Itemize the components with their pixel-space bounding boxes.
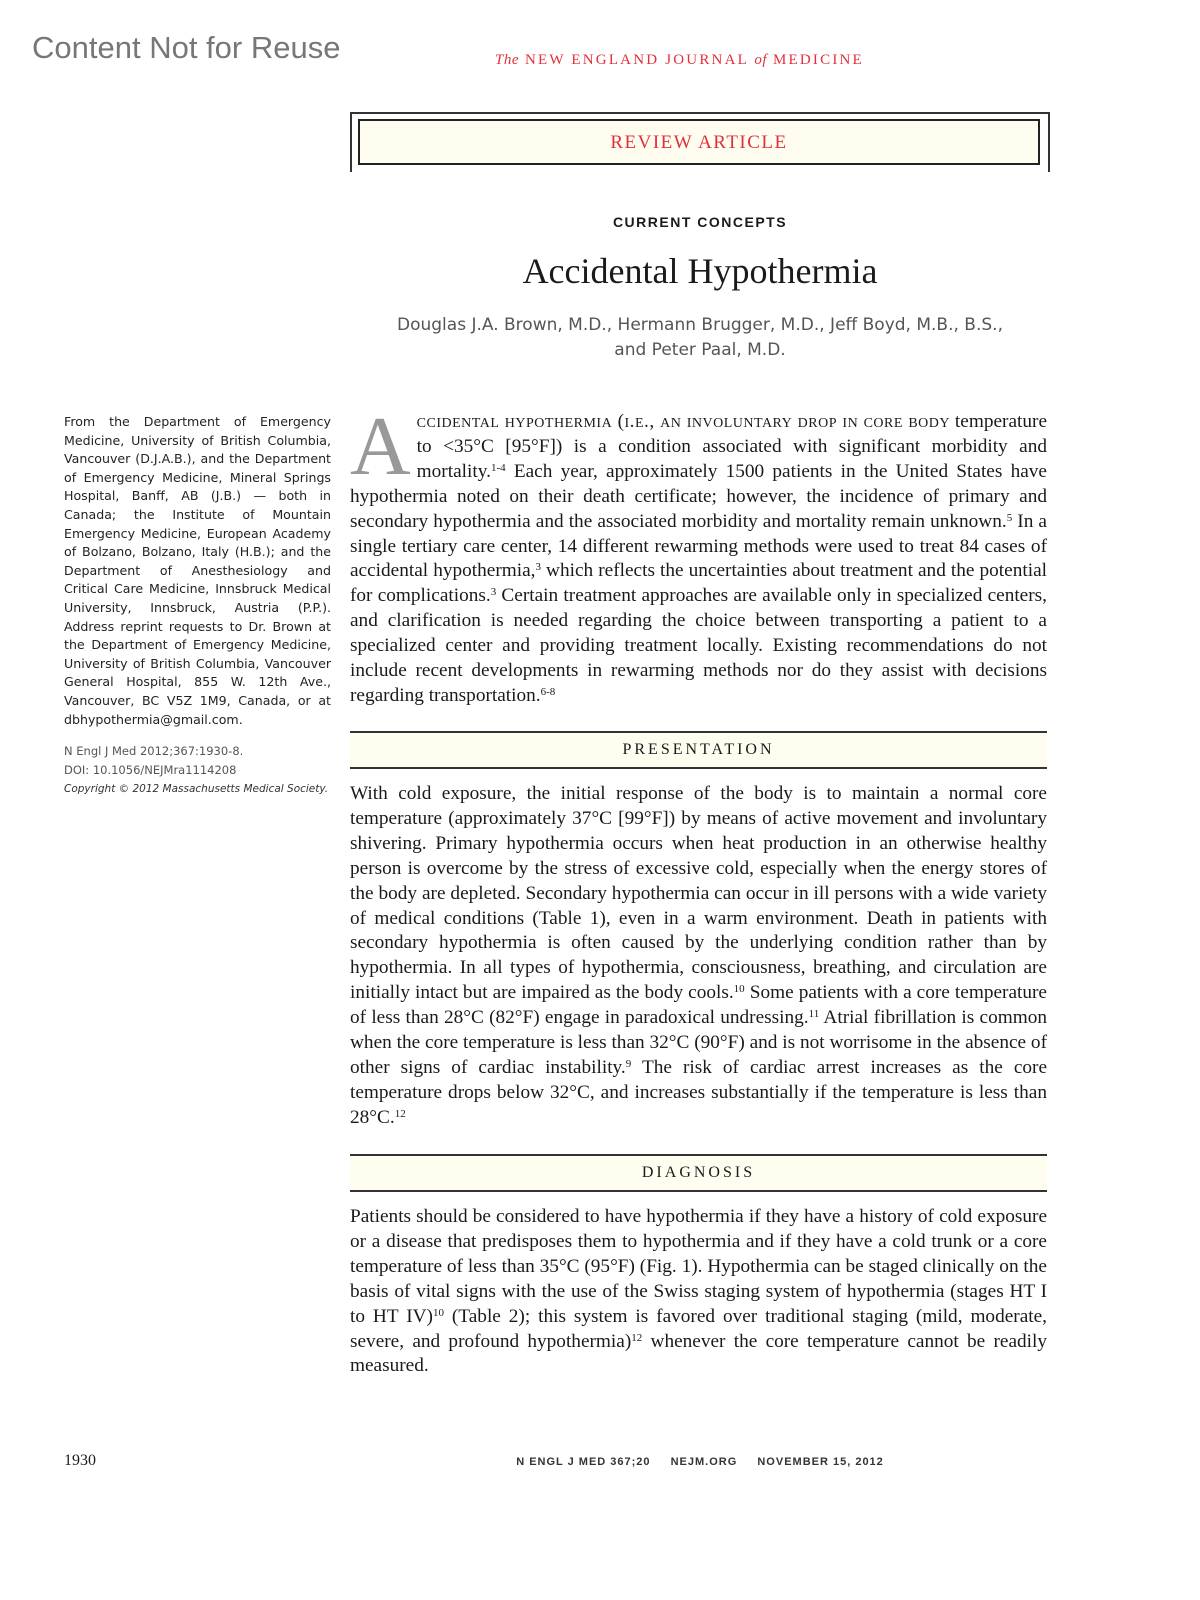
body-text: With cold exposure, the initial response of the body is to maintain a normal core temperature (approximately 37°C [99°F]) by means of active movement and involuntary shivering. Primary hypothermia occurs when heat production in an otherwise healthy person is overcome by the stress of excessive cold, especially when the energy stores of the body are depleted. Secondary hypothermia can occur in ill persons with a wide variety of medical conditions (Table 1), even in a warm environment. Death in patients with secondary hypothermia is often caused by the underlying condition rather than by hypothermia. In all types of hypothermia, consciousness, breathing, and circulation are initially intact but are impaired as the body cools. bbox=[350, 783, 1047, 1004]
reference-superscript: 9 bbox=[625, 1057, 632, 1070]
doi-link[interactable]: DOI: 10.1056/NEJMra1114208 bbox=[64, 763, 237, 777]
footer-site: NEJM.ORG bbox=[670, 1456, 738, 1468]
masthead-name1: NEW ENGLAND JOURNAL bbox=[524, 52, 749, 68]
presentation-paragraph bbox=[350, 782, 1047, 1131]
intro-paragraph bbox=[350, 400, 1047, 709]
journal-masthead bbox=[495, 52, 864, 69]
body-text: Each year, approximately 1500 patients in the United States have hypothermia noted on their death certificate; however, the incidence of primary and secondary hypothermia and the associated morbidity and mortality remain unknown. bbox=[350, 460, 1047, 532]
reference-superscript: 12 bbox=[631, 1331, 643, 1344]
article-title: Accidental Hypothermia bbox=[522, 251, 878, 291]
reference-superscript: 3 bbox=[535, 561, 541, 574]
article-type-label: REVIEW ARTICLE bbox=[358, 119, 1040, 165]
reference-superscript: 11 bbox=[808, 1008, 820, 1021]
body-text: In a single tertiary care center, 14 different rewarming methods were used to treat 84 cases of accidental hypothermia, bbox=[350, 510, 1047, 582]
body-text: whenever the core temperature cannot be readily measured. bbox=[350, 1330, 1048, 1377]
reference-superscript: 6-8 bbox=[540, 685, 556, 698]
reference-superscript: 3 bbox=[490, 586, 497, 599]
reference-superscript: 12 bbox=[394, 1107, 406, 1120]
reference-superscript: 5 bbox=[1006, 511, 1013, 524]
drop-cap: A bbox=[350, 400, 411, 493]
reference-superscript: 10 bbox=[432, 1306, 444, 1319]
article-meta bbox=[64, 742, 344, 799]
authors bbox=[350, 313, 1050, 363]
body-text: which reflects the uncertainties about treatment and the potential for complications. bbox=[350, 560, 1047, 607]
body-text: Certain treatment approaches are available only in specialized centers, and clarification is needed regarding the choice between transporting a patient to a specialized center and providing treatment locally. Existing recommendations do not include recent developments in rewarming methods nor do they assist with decisions regarding transportation. bbox=[350, 585, 1047, 706]
watermark: Content Not for Reuse bbox=[32, 30, 341, 65]
body-text: temperature to <35°C [95°F]) is a condition associated with significant morbidity and mortality. bbox=[416, 411, 1047, 482]
body-text: The risk of cardiac arrest increases as the core temperature drops below 32°C, and increases substantially if the temperature is less than 28°C. bbox=[350, 1056, 1047, 1128]
body-text: (Table 2); this system is favored over traditional staging (mild, moderate, severe, and profound hypothermia) bbox=[350, 1305, 1047, 1352]
section-heading-presentation: PRESENTATION bbox=[350, 731, 1047, 769]
body-text: Atrial fibrillation is common when the core temperature is less than 32°C (90°F) and is not worrisome in the absence of other signs of cardiac instability. bbox=[350, 1007, 1047, 1078]
masthead-the: The bbox=[495, 52, 519, 68]
footer-date: NOVEMBER 15, 2012 bbox=[757, 1456, 884, 1468]
body-text: Some patients with a core temperature of less than 28°C (82°F) engage in paradoxical undressing. bbox=[350, 982, 1047, 1029]
masthead-name2: MEDICINE bbox=[772, 52, 864, 68]
page-footer bbox=[350, 1456, 1050, 1468]
intro-body bbox=[350, 400, 1047, 706]
section-heading-diagnosis: DIAGNOSIS bbox=[350, 1154, 1047, 1192]
diagnosis-paragraph bbox=[350, 1205, 1047, 1379]
copyright: Copyright © 2012 Massachusetts Medical Society. bbox=[64, 783, 329, 795]
citation: N Engl J Med 2012;367:1930-8. bbox=[64, 744, 244, 758]
intro-lead: ccidental hypothermia (i.e., an involuntary drop in core body bbox=[416, 411, 951, 432]
footer-citation: N ENGL J MED 367;20 bbox=[516, 1456, 651, 1468]
reference-superscript: 1-4 bbox=[490, 461, 506, 474]
reference-superscript: 10 bbox=[733, 983, 745, 996]
authors-line: and Peter Paal, M.D. bbox=[614, 340, 786, 360]
page-number: 1930 bbox=[64, 1452, 96, 1469]
affiliations: From the Department of Emergency Medicine, University of British Columbia, Vancouver (D.J.A.B.), and the Department of Emergency Medicine, Mineral Springs Hospital, Banff, AB (J.B.) — both in Canada; the Institute of Mountain Emergency Medicine, European Academy of Bolzano, Bolzano, Italy (H.B.); and the Department of Anesthesiology and Critical Care Medicine, Innsbruck Medical University, Innsbruck, Austria (P.P.). Address reprint requests to Dr. Brown at the Department of Emergency Medicine, University of British Columbia, Vancouver General Hospital, 855 W. 12th Ave., Vancouver, BC V5Z 1M9, Canada, or at dbhypothermia@gmail.com. bbox=[64, 414, 331, 727]
kicker: CURRENT CONCEPTS bbox=[612, 214, 788, 230]
authors-line: Douglas J.A. Brown, M.D., Hermann Brugger, M.D., Jeff Boyd, M.B., B.S., bbox=[397, 315, 1003, 335]
masthead-of: of bbox=[754, 52, 768, 68]
body-text: Patients should be considered to have hypothermia if they have a history of cold exposure or a disease that predisposes them to hypothermia and if they have a cold trunk or a core temperature of less than 35°C (95°F) (Fig. 1). Hypothermia can be staged clinically on the basis of vital signs with the use of the Swiss staging system of hypothermia (stages HT I to HT IV) bbox=[350, 1206, 1047, 1327]
